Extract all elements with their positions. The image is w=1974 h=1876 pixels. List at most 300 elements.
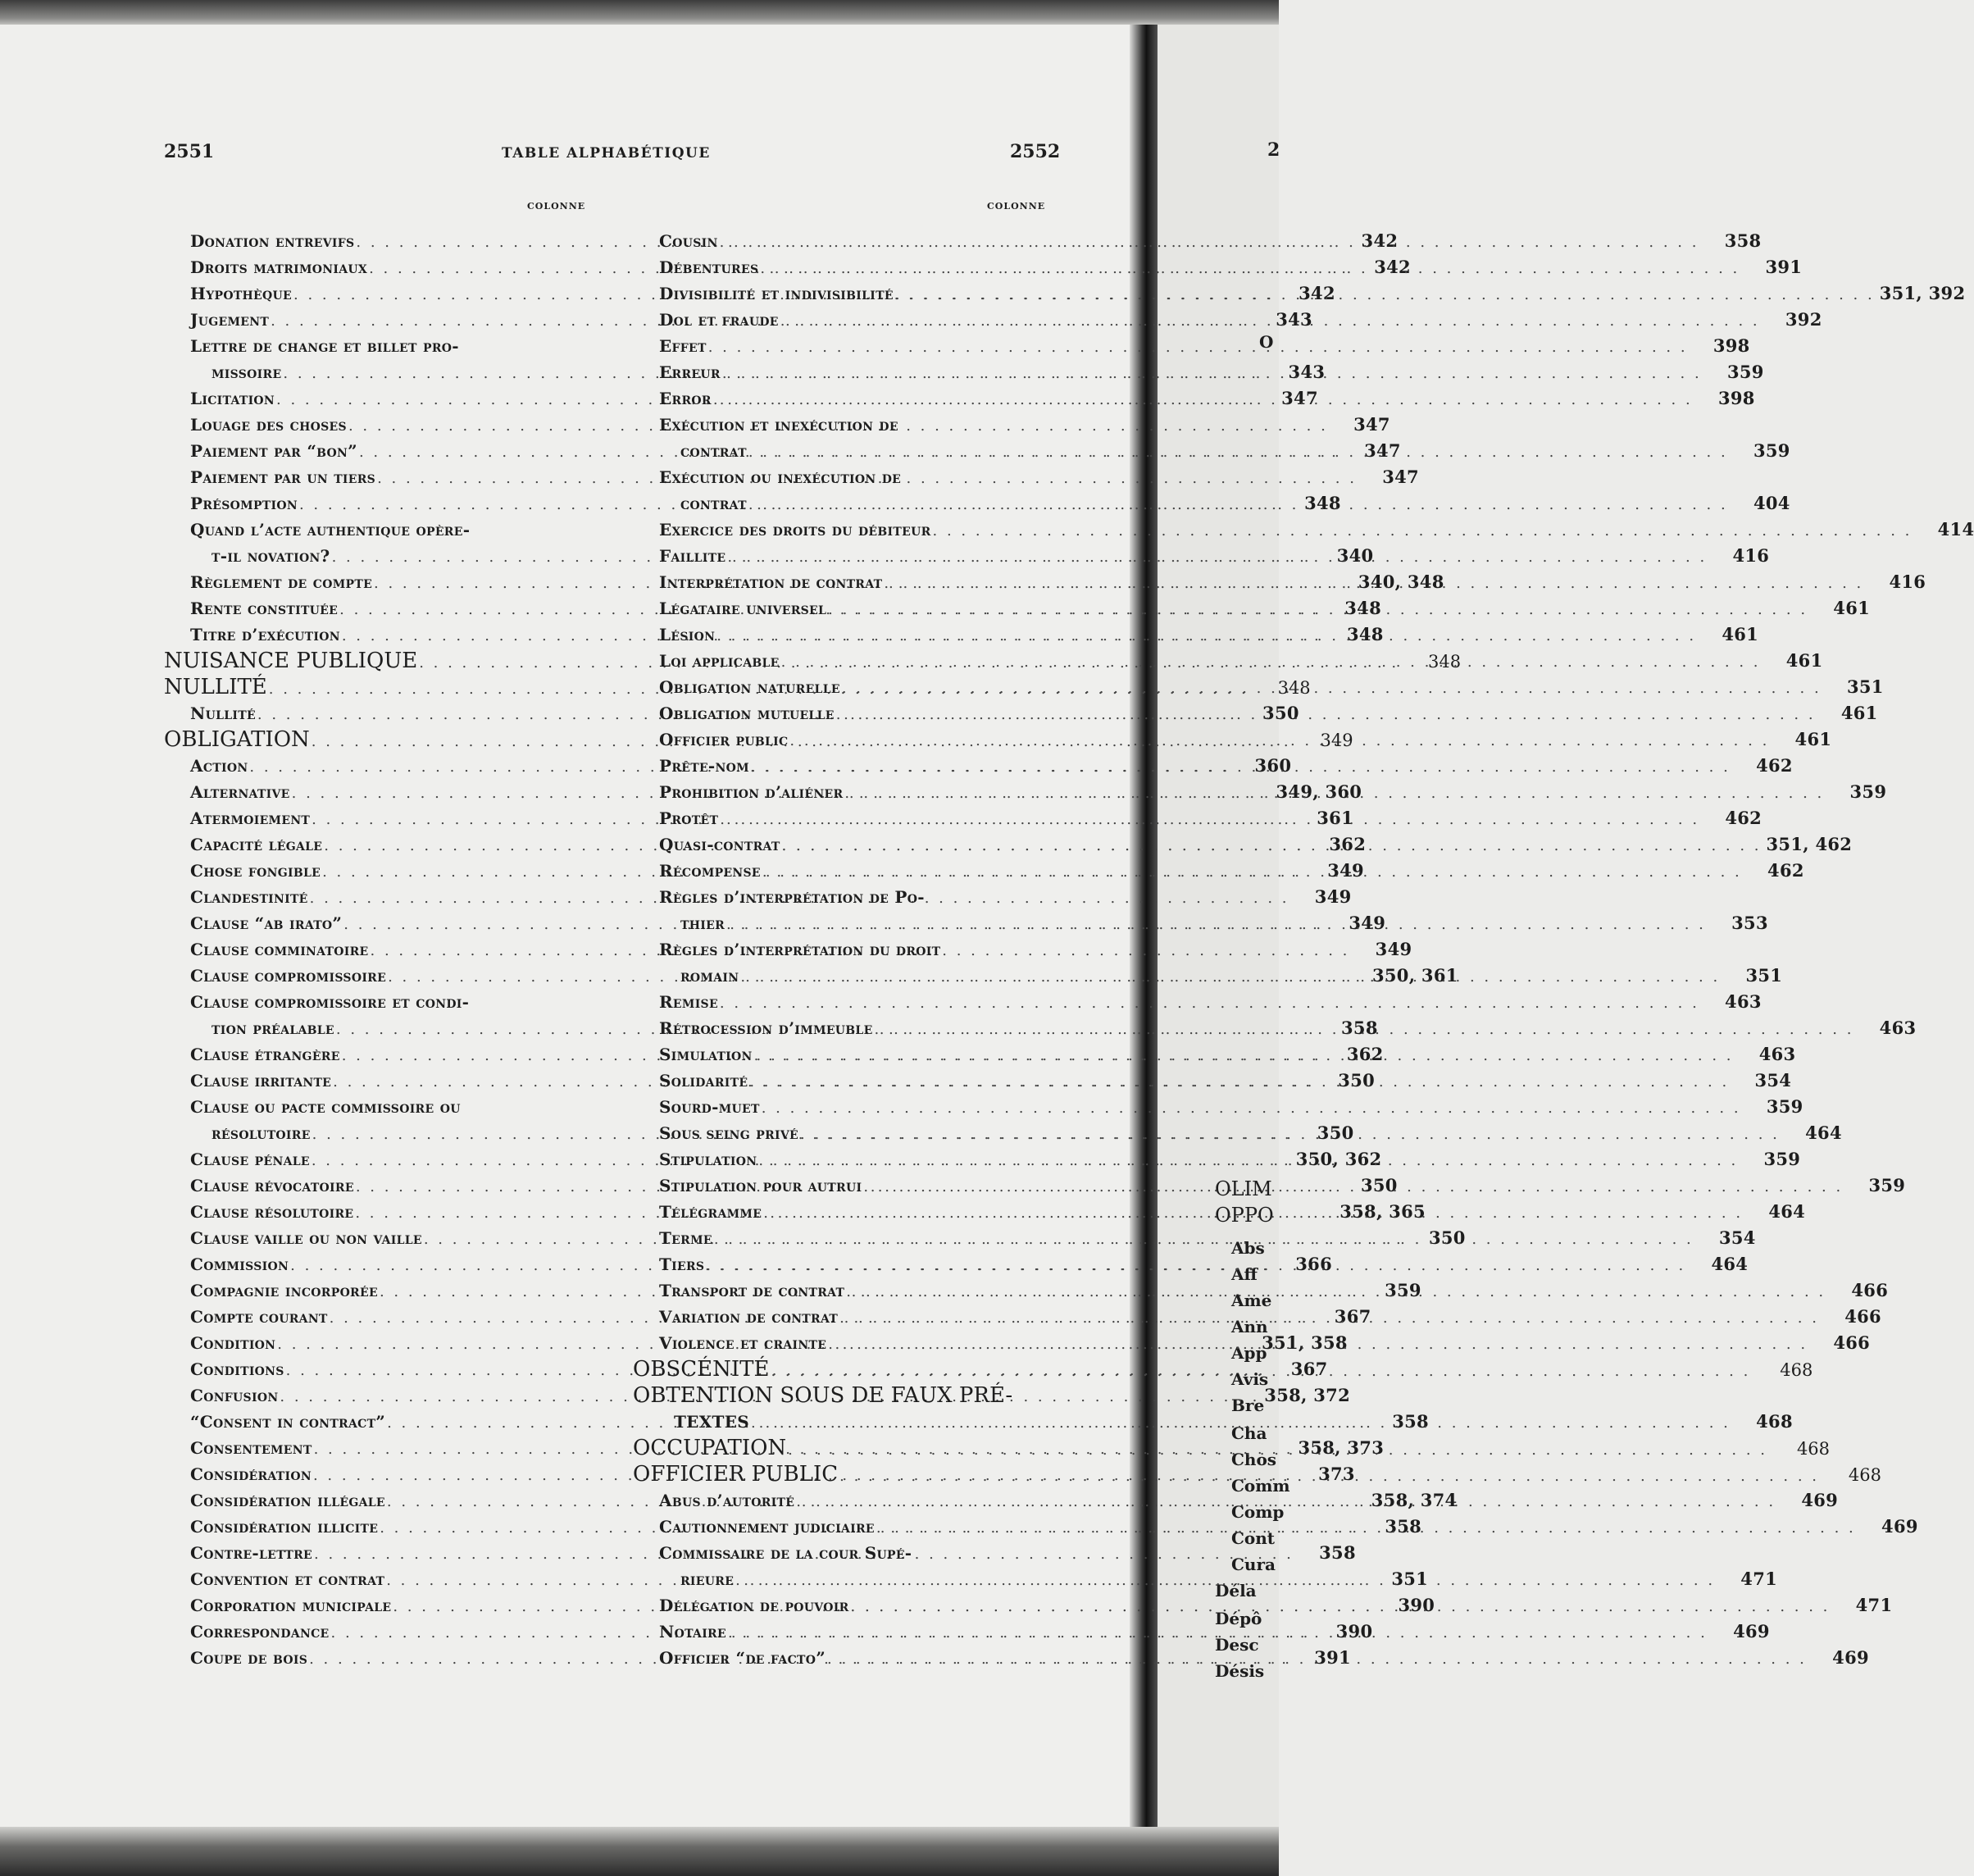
page-number-next: 2 bbox=[1267, 139, 1280, 161]
entry-column-ref: 348 bbox=[1346, 624, 1384, 644]
entry-column-ref: 462 bbox=[1756, 755, 1793, 776]
entry-column-ref: 359 bbox=[1766, 1096, 1803, 1117]
entry-term: Violence et crainte bbox=[659, 1333, 827, 1353]
scan-border-bottom bbox=[0, 1827, 1279, 1876]
dot-leader bbox=[839, 1305, 1819, 1332]
entry-term: missoire bbox=[212, 362, 282, 382]
entry-column-ref: 398 bbox=[1712, 335, 1750, 356]
entry-column-ref: 468 bbox=[1796, 1439, 1831, 1459]
entry-column-ref: 350 bbox=[1428, 1227, 1466, 1248]
entry-column-ref: 358 bbox=[1724, 230, 1762, 251]
entry-column-ref: 367 bbox=[1334, 1306, 1371, 1327]
index-entry bbox=[164, 1094, 600, 1120]
entry-column-ref: 354 bbox=[1718, 1227, 1756, 1248]
entry-term: Clause “ab irato” bbox=[190, 913, 343, 933]
index-entry bbox=[633, 1094, 1803, 1120]
entry-term: Effet bbox=[659, 336, 707, 356]
entry-term: TEXTES bbox=[674, 1412, 750, 1432]
entry-term: NULLITÉ bbox=[164, 675, 267, 699]
dot-leader bbox=[720, 990, 1699, 1017]
dot-leader bbox=[740, 964, 1720, 990]
entry-column-ref: 351, 358 bbox=[1262, 1332, 1348, 1353]
entry-term: Prohibition d’aliéner bbox=[659, 782, 844, 802]
entry-column-ref: 358, 372 bbox=[1264, 1385, 1350, 1405]
entry-column-ref: 358 bbox=[1385, 1516, 1422, 1537]
entry-term: Clause résolutoire bbox=[190, 1202, 354, 1222]
entry-column-ref: 373 bbox=[1318, 1464, 1355, 1484]
entry-term: Clause pénale bbox=[190, 1150, 310, 1169]
next-page-fragment: Avis bbox=[1231, 1369, 1269, 1389]
entry-column-ref: 358, 373 bbox=[1298, 1437, 1385, 1458]
next-page-fragment: Aff bbox=[1231, 1264, 1258, 1284]
index-entry bbox=[164, 333, 600, 359]
entry-column-ref: 349 bbox=[1375, 939, 1412, 959]
entry-term: Titre d’exécution bbox=[190, 625, 340, 644]
entry-term: Obligation mutuelle bbox=[659, 704, 835, 723]
entry-column-ref: 464 bbox=[1711, 1254, 1749, 1274]
entry-term: Cousin bbox=[659, 231, 718, 251]
dot-leader bbox=[713, 387, 1693, 413]
entry-term: Commission bbox=[190, 1254, 289, 1274]
dot-leader bbox=[876, 1515, 1856, 1541]
entry-term: Donation entrevifs bbox=[190, 231, 355, 251]
entry-term: Rente constituée bbox=[190, 599, 339, 618]
index-entry bbox=[633, 1382, 1056, 1409]
dot-leader bbox=[789, 728, 1769, 754]
scan-border-top bbox=[0, 0, 1279, 26]
entry-column-ref: 359 bbox=[1763, 1149, 1801, 1169]
entry-column-ref: 466 bbox=[1833, 1332, 1871, 1353]
page-number-right: 2552 bbox=[1010, 141, 1061, 162]
entry-term: Chose fongible bbox=[190, 861, 321, 881]
next-page-fragment: Désis bbox=[1215, 1661, 1265, 1681]
entry-column-ref: 468 bbox=[1780, 1360, 1813, 1380]
entry-column-ref: 343 bbox=[1288, 362, 1326, 382]
entry-column-ref: 362 bbox=[1346, 1044, 1384, 1064]
entry-column-ref: 351, 392 bbox=[1879, 283, 1966, 303]
entry-term: NUISANCE PUBLIQUE bbox=[164, 649, 418, 673]
dot-leader bbox=[727, 544, 1707, 571]
entry-term: Nullité bbox=[190, 704, 256, 723]
dot-leader bbox=[763, 1200, 1743, 1227]
entry-term: Convention et contrat bbox=[190, 1569, 385, 1589]
entry-column-ref: 350 bbox=[1262, 703, 1299, 723]
dot-leader bbox=[875, 1017, 1854, 1043]
index-entry bbox=[633, 517, 1974, 543]
entry-term: Rétrocession d’immeuble bbox=[659, 1018, 873, 1038]
entry-term: Consentement bbox=[190, 1438, 312, 1458]
entry-term: contrat bbox=[680, 441, 747, 461]
entry-term: Clause compromissoire bbox=[190, 966, 387, 986]
entry-column-ref: 462 bbox=[1767, 860, 1804, 881]
entry-column-ref: 391 bbox=[1314, 1647, 1351, 1668]
index-entry bbox=[633, 464, 1056, 490]
dot-leader bbox=[846, 1279, 1826, 1305]
entry-column-ref: 464 bbox=[1768, 1201, 1806, 1222]
index-entry bbox=[164, 517, 600, 543]
entry-term: Correspondance bbox=[190, 1622, 330, 1642]
entry-term: Débentures bbox=[659, 257, 759, 277]
next-page-fragment: Déla bbox=[1215, 1581, 1257, 1601]
entry-term: “Consent in contract” bbox=[190, 1412, 386, 1432]
entry-column-ref: 471 bbox=[1855, 1595, 1893, 1615]
dot-leader bbox=[884, 571, 1863, 597]
entry-column-ref: 351 bbox=[1391, 1569, 1429, 1589]
dot-leader bbox=[780, 308, 1760, 335]
entry-term: Considération bbox=[190, 1464, 312, 1484]
entry-column-ref: 349 bbox=[1327, 860, 1364, 881]
dot-leader bbox=[828, 597, 1808, 623]
entry-term: Récompense bbox=[659, 861, 761, 881]
dot-leader bbox=[836, 702, 1816, 728]
entry-term: Règles d’interprétation de Po- bbox=[659, 887, 925, 907]
entry-column-ref: 468 bbox=[1756, 1411, 1793, 1432]
entry-term: Clause compromissoire et condi- bbox=[190, 992, 470, 1012]
entry-term: Sous seing privé bbox=[659, 1123, 799, 1143]
entry-term: Exercice des droits du débiteur bbox=[659, 520, 931, 540]
index-entry bbox=[164, 989, 600, 1015]
entry-column-ref: 350, 362 bbox=[1295, 1149, 1382, 1169]
dot-leader bbox=[782, 833, 1762, 859]
entry-term: Paiement par “bon” bbox=[190, 441, 357, 461]
entry-term: Légataire universel bbox=[659, 599, 827, 618]
entry-column-ref: 358 bbox=[1319, 1542, 1356, 1563]
entry-column-ref: 342 bbox=[1374, 257, 1411, 277]
entry-term: Divisibilité et indivisibilité bbox=[659, 284, 894, 303]
entry-column-ref: 351 bbox=[1846, 676, 1884, 697]
entry-column-ref: 343 bbox=[1276, 309, 1312, 330]
entry-column-ref: 471 bbox=[1740, 1569, 1778, 1589]
entry-term: Notaire bbox=[659, 1622, 726, 1642]
column-label-right: COLONNE bbox=[987, 201, 1046, 212]
entry-column-ref: 462 bbox=[1725, 808, 1762, 828]
entry-column-ref: 416 bbox=[1889, 571, 1926, 592]
dot-leader bbox=[722, 361, 1702, 387]
dot-leader bbox=[714, 1227, 1694, 1253]
entry-term: Alternative bbox=[190, 782, 290, 802]
entry-term: Loi applicable bbox=[659, 651, 780, 671]
entry-term: Erreur bbox=[659, 362, 721, 382]
next-page-fragment: Ann bbox=[1231, 1317, 1268, 1336]
entry-column-ref: 366 bbox=[1295, 1254, 1332, 1274]
next-page-fragment: Desc bbox=[1215, 1635, 1259, 1655]
entry-column-ref: 361 bbox=[1317, 808, 1354, 828]
next-page-fragment: Ame bbox=[1231, 1291, 1272, 1310]
entry-term: Licitation bbox=[190, 389, 275, 408]
entry-term: contrat bbox=[680, 494, 747, 513]
next-page-fragment: Comp bbox=[1231, 1502, 1285, 1522]
entry-column-ref: 469 bbox=[1801, 1490, 1839, 1510]
entry-term: Transport de contrat bbox=[659, 1281, 845, 1300]
entry-term: tion préalable bbox=[212, 1018, 334, 1038]
entry-term: Abus d’autorité bbox=[659, 1491, 795, 1510]
entry-column-ref: 359 bbox=[1385, 1280, 1421, 1300]
dot-leader bbox=[771, 1359, 1750, 1385]
dot-leader bbox=[796, 1489, 1776, 1515]
entry-term: Cautionnement judiciaire bbox=[659, 1517, 875, 1537]
dot-leader bbox=[781, 649, 1761, 676]
next-page-fragment: Bre bbox=[1231, 1396, 1265, 1415]
next-page-fragment: OLIM bbox=[1215, 1177, 1272, 1200]
entry-term: Tiers bbox=[659, 1254, 705, 1274]
index-entry bbox=[633, 989, 1762, 1015]
entry-column-ref: 350 bbox=[1360, 1175, 1398, 1195]
entry-term: OBSCÉNITÉ bbox=[633, 1357, 770, 1382]
dot-leader bbox=[760, 256, 1740, 282]
entry-column-ref: 347 bbox=[1382, 467, 1419, 487]
dot-leader bbox=[844, 781, 1824, 807]
entry-term: Capacité légale bbox=[190, 835, 323, 854]
index-entry bbox=[633, 412, 1056, 438]
entry-column-ref: 404 bbox=[1753, 493, 1790, 513]
next-page-fragment: O bbox=[1259, 332, 1274, 352]
entry-term: Stipulation bbox=[659, 1150, 757, 1169]
entry-column-ref: 466 bbox=[1844, 1306, 1881, 1327]
entry-column-ref: 362 bbox=[1329, 834, 1367, 854]
entry-term: Clause révocatoire bbox=[190, 1176, 354, 1195]
dot-leader bbox=[751, 1410, 1731, 1437]
entry-column-ref: 359 bbox=[1849, 781, 1887, 802]
entry-term: Louage des choses bbox=[190, 415, 347, 435]
entry-term: Clause comminatoire bbox=[190, 940, 369, 959]
entry-column-ref: 350, 361 bbox=[1371, 965, 1458, 986]
entry-term: OBLIGATION bbox=[164, 727, 310, 752]
entry-term: OCCUPATION bbox=[633, 1436, 787, 1460]
entry-column-ref: 463 bbox=[1879, 1018, 1917, 1038]
entry-term: Exécution ou inexécution de bbox=[659, 467, 902, 487]
dot-leader bbox=[735, 1568, 1715, 1594]
entry-column-ref: 461 bbox=[1794, 729, 1832, 749]
dot-leader bbox=[842, 676, 1822, 702]
entry-term: Présomption bbox=[190, 494, 298, 513]
page-number-left: 2551 bbox=[164, 141, 215, 162]
entry-term: Règlement de compte bbox=[190, 572, 373, 592]
entry-term: Compagnie incorporée bbox=[190, 1281, 378, 1300]
entry-term: Clause vaille ou non vaille bbox=[190, 1228, 422, 1248]
entry-column-ref: 351 bbox=[1745, 965, 1783, 986]
entry-column-ref: 367 bbox=[1290, 1359, 1328, 1379]
entry-column-ref: 354 bbox=[1754, 1070, 1792, 1091]
entry-column-ref: 461 bbox=[1785, 650, 1823, 671]
dot-leader bbox=[933, 518, 1913, 544]
entry-term: Lettre de change et billet pro- bbox=[190, 336, 459, 356]
entry-column-ref: 469 bbox=[1832, 1647, 1869, 1668]
entry-column-ref: 347 bbox=[1364, 440, 1401, 461]
dot-leader bbox=[788, 1437, 1767, 1464]
next-page-fragment: Cont bbox=[1231, 1528, 1276, 1548]
next-page-fragment: App bbox=[1231, 1343, 1267, 1363]
entry-term: Prête-nom bbox=[659, 756, 749, 776]
entry-column-ref: 342 bbox=[1299, 283, 1335, 303]
entry-term: Considération illicite bbox=[190, 1517, 379, 1537]
index-entry bbox=[633, 936, 1056, 963]
entry-term: Coupe de bois bbox=[190, 1648, 308, 1668]
entry-term: OFFICIER PUBLIC bbox=[633, 1462, 839, 1487]
entry-column-ref: 463 bbox=[1758, 1044, 1796, 1064]
entry-column-ref: 468 bbox=[1848, 1465, 1882, 1485]
entry-term: Quasi-contrat bbox=[659, 835, 780, 854]
entry-term: Commissaire de la cour Supé- bbox=[659, 1543, 912, 1563]
entry-column-ref: 390 bbox=[1398, 1595, 1435, 1615]
dot-leader bbox=[748, 439, 1728, 466]
entry-column-ref: 390 bbox=[1335, 1621, 1373, 1642]
dot-leader bbox=[800, 1122, 1780, 1148]
entry-column-ref: 349, 360 bbox=[1276, 781, 1362, 802]
entry-term: Considération illégale bbox=[190, 1491, 385, 1510]
entry-term: Droits matrimoniaux bbox=[190, 257, 368, 277]
entry-column-ref: 347 bbox=[1353, 414, 1390, 435]
entry-term: Action bbox=[190, 756, 248, 776]
dot-leader bbox=[863, 1174, 1843, 1200]
entry-column-ref: 340 bbox=[1336, 545, 1374, 566]
entry-column-ref: 359 bbox=[1868, 1175, 1906, 1195]
entry-term: Lésion bbox=[659, 625, 716, 644]
entry-column-ref: 359 bbox=[1726, 362, 1764, 382]
entry-column-ref: 391 bbox=[1765, 257, 1803, 277]
entry-column-ref: 463 bbox=[1725, 991, 1762, 1012]
next-page-fragment: Chos bbox=[1231, 1450, 1277, 1469]
next-page-fragment: OPPO bbox=[1215, 1204, 1274, 1227]
next-page-fragment: Dépô bbox=[1215, 1609, 1262, 1628]
entry-term: Clandestinité bbox=[190, 887, 308, 907]
entry-column-ref: 350 bbox=[1338, 1070, 1376, 1091]
entry-term: Simulation bbox=[659, 1045, 753, 1064]
entry-term: Paiement par un tiers bbox=[190, 467, 376, 487]
dot-leader bbox=[726, 912, 1706, 938]
dot-leader bbox=[708, 335, 1688, 361]
entry-column-ref: 358 bbox=[1341, 1018, 1378, 1038]
entry-column-ref: 348 bbox=[1428, 652, 1462, 672]
entry-column-ref: 348 bbox=[1344, 598, 1381, 618]
entry-column-ref: 461 bbox=[1722, 624, 1759, 644]
entry-term: résolutoire bbox=[212, 1123, 311, 1143]
dot-leader bbox=[762, 1095, 1741, 1122]
entry-term: Officier public bbox=[659, 730, 789, 749]
entry-term: Règles d’interprétation du droit bbox=[659, 940, 941, 959]
entry-column-ref: 349 bbox=[1314, 886, 1352, 907]
entry-term: Délégation de pouvoir bbox=[659, 1596, 849, 1615]
entry-term: Quand l’acte authentique opère- bbox=[190, 520, 471, 540]
entry-column-ref: 349 bbox=[1320, 731, 1353, 750]
entry-column-ref: 342 bbox=[1361, 230, 1399, 251]
entry-term: Clause étrangère bbox=[190, 1045, 340, 1064]
dot-leader bbox=[728, 1620, 1708, 1646]
entry-term: Contre-lettre bbox=[190, 1543, 312, 1563]
dot-leader bbox=[748, 492, 1728, 518]
dot-leader bbox=[706, 1253, 1685, 1279]
next-page-fragment: Comm bbox=[1231, 1476, 1290, 1496]
entry-term: Variation de contrat bbox=[659, 1307, 839, 1327]
dot-leader bbox=[827, 1646, 1807, 1673]
dot-leader bbox=[751, 754, 1731, 781]
dot-leader bbox=[895, 282, 1875, 308]
entry-column-ref: 461 bbox=[1840, 703, 1878, 723]
entry-column-ref: 466 bbox=[1851, 1280, 1889, 1300]
entry-term: Jugement bbox=[190, 310, 270, 330]
dot-leader bbox=[754, 1043, 1734, 1069]
entry-column-ref: 348 bbox=[1277, 678, 1311, 698]
entry-term: Stipulation pour autrui bbox=[659, 1176, 862, 1195]
entry-column-ref: 469 bbox=[1881, 1516, 1918, 1537]
index-entry bbox=[633, 333, 1750, 359]
dot-leader bbox=[716, 623, 1696, 649]
dot-leader bbox=[720, 807, 1699, 833]
entry-term: t-il novation? bbox=[212, 546, 330, 566]
entry-term: Télégramme bbox=[659, 1202, 762, 1222]
entry-term: romain bbox=[680, 966, 739, 986]
entry-term: Solidarité bbox=[659, 1071, 748, 1091]
next-page-fragment: Abs bbox=[1231, 1238, 1265, 1258]
entry-term: Faillite bbox=[659, 546, 726, 566]
entry-column-ref: 398 bbox=[1717, 388, 1755, 408]
index-entry bbox=[633, 1540, 1056, 1566]
entry-column-ref: 353 bbox=[1731, 913, 1768, 933]
entry-term: Error bbox=[659, 389, 712, 408]
entry-term: Protêt bbox=[659, 808, 719, 828]
entry-term: Dol et fraude bbox=[659, 310, 779, 330]
entry-term: thier bbox=[680, 913, 725, 933]
entry-term: Officier “de facto” bbox=[659, 1648, 826, 1668]
entry-term: OBTENTION SOUS DE FAUX PRÉ- bbox=[633, 1383, 1013, 1408]
entry-term: Compte courant bbox=[190, 1307, 328, 1327]
entry-column-ref: 416 bbox=[1732, 545, 1770, 566]
entry-column-ref: 359 bbox=[1753, 440, 1790, 461]
dot-leader bbox=[851, 1594, 1831, 1620]
dot-leader bbox=[828, 1332, 1808, 1358]
dot-leader bbox=[839, 1464, 1819, 1490]
index-entry bbox=[633, 884, 1056, 910]
column-label-left: COLONNE bbox=[527, 201, 586, 212]
entry-column-ref: 469 bbox=[1733, 1621, 1770, 1642]
entry-column-ref: 340, 348 bbox=[1358, 571, 1444, 592]
running-title: TABLE ALPHABÉTIQUE bbox=[502, 145, 711, 162]
entry-term: Atermoiement bbox=[190, 808, 311, 828]
entry-column-ref: 360 bbox=[1254, 755, 1292, 776]
entry-column-ref: 350 bbox=[1317, 1122, 1354, 1143]
entry-column-ref: 461 bbox=[1833, 598, 1871, 618]
entry-column-ref: 351, 462 bbox=[1766, 834, 1853, 854]
entry-term: Sourd-muet bbox=[659, 1097, 760, 1117]
entry-column-ref: 464 bbox=[1805, 1122, 1842, 1143]
entry-column-ref: 392 bbox=[1785, 309, 1822, 330]
entry-column-ref: 358, 365 bbox=[1340, 1201, 1426, 1222]
entry-term: Exécution et inexécution de bbox=[659, 415, 898, 435]
entry-column-ref: 349 bbox=[1349, 913, 1386, 933]
entry-term: Hypothèque bbox=[190, 284, 293, 303]
entry-column-ref: 414 bbox=[1937, 519, 1974, 540]
entry-column-ref: 358 bbox=[1392, 1411, 1429, 1432]
entry-column-ref: 358, 374 bbox=[1371, 1490, 1458, 1510]
entry-term: Clause ou pacte commissoire ou bbox=[190, 1097, 461, 1117]
dot-leader bbox=[749, 1069, 1729, 1095]
next-page-fragment: Cura bbox=[1231, 1555, 1276, 1574]
entry-term: Conditions bbox=[190, 1359, 284, 1379]
dot-leader bbox=[758, 1148, 1738, 1174]
entry-term: Confusion bbox=[190, 1386, 279, 1405]
entry-term: Obligation naturelle bbox=[659, 677, 840, 697]
entry-column-ref: 347 bbox=[1281, 388, 1318, 408]
entry-term: Remise bbox=[659, 992, 718, 1012]
next-page-fragment: Cha bbox=[1231, 1423, 1267, 1443]
entry-term: Condition bbox=[190, 1333, 276, 1353]
entry-term: Interprétation de contrat bbox=[659, 572, 883, 592]
entry-term: Terme bbox=[659, 1228, 712, 1248]
entry-term: Corporation municipale bbox=[190, 1596, 392, 1615]
dot-leader bbox=[720, 230, 1699, 256]
entry-term: Clause irritante bbox=[190, 1071, 332, 1091]
dot-leader bbox=[762, 859, 1742, 886]
entry-column-ref: 348 bbox=[1304, 493, 1341, 513]
